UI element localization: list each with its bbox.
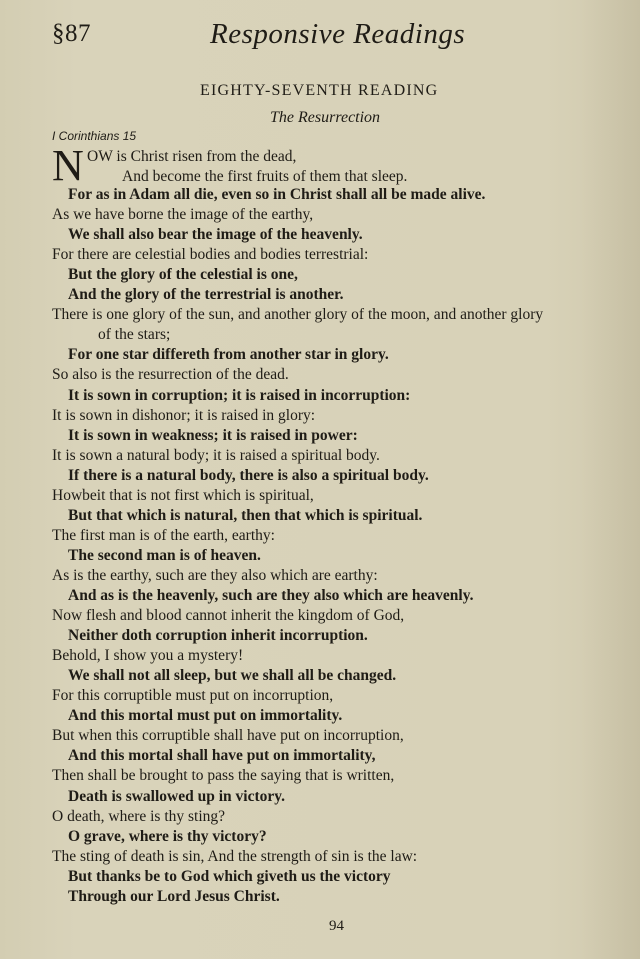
people-response-line: O grave, where is thy victory? <box>68 827 267 845</box>
leader-line: For there are celestial bodies and bodies terrestrial: <box>52 246 369 264</box>
people-response-line: If there is a natural body, there is also a spiritual body. <box>68 466 429 484</box>
opening-line-continuation: And become the first fruits of them that sleep. <box>122 168 408 185</box>
leader-line: But when this corruptible shall have put on incorruption, <box>52 727 404 745</box>
leader-line: As we have borne the image of the earthy, <box>52 206 314 224</box>
people-response-line: It is sown in corruption; it is raised in incorruption: <box>68 386 411 404</box>
people-response-line: And the glory of the terrestrial is another. <box>68 286 344 304</box>
reading-title: EIGHTY-SEVENTH READING <box>200 82 439 99</box>
leader-line: Behold, I show you a mystery! <box>52 647 244 665</box>
leader-line: O death, where is thy sting? <box>52 807 226 825</box>
running-header-title: Responsive Readings <box>210 18 466 50</box>
leader-line: Then shall be brought to pass the saying that is written, <box>52 767 395 785</box>
people-response-line: Through our Lord Jesus Christ. <box>68 887 280 905</box>
leader-line: For this corruptible must put on incorruption, <box>52 687 334 705</box>
people-response-line: But thanks be to God which giveth us the victory <box>68 867 391 885</box>
people-response-line: Death is swallowed up in victory. <box>68 787 286 805</box>
leader-line: So also is the resurrection of the dead. <box>52 366 289 384</box>
people-response-line: And this mortal must put on immortality. <box>68 707 343 725</box>
leader-line: There is one glory of the sun, and another glory of the moon, and another glory <box>52 306 544 324</box>
page-number: 94 <box>329 918 344 934</box>
section-number: §87 <box>52 20 91 47</box>
leader-line: Now flesh and blood cannot inherit the kingdom of God, <box>52 607 405 625</box>
people-response-line: And as is the heavenly, such are they also which are heavenly. <box>68 587 474 604</box>
people-response-line: For one star differeth from another star in glory. <box>68 346 389 364</box>
people-response-line: And this mortal shall have put on immortality, <box>68 747 376 765</box>
leader-line: Howbeit that is not first which is spiritual, <box>52 486 314 504</box>
people-response-line: It is sown in weakness; it is raised in power: <box>68 426 358 444</box>
leader-line: As is the earthy, such are they also which are earthy: <box>52 566 378 584</box>
people-response-line: Neither doth corruption inherit incorruption. <box>68 627 368 645</box>
people-response-line: But that which is natural, then that which is spiritual. <box>68 506 423 524</box>
people-response-line: The second man is of heaven. <box>68 546 261 564</box>
people-response-line: For as in Adam all die, even so in Christ shall all be made alive. <box>68 186 486 203</box>
leader-line: It is sown in dishonor; it is raised in glory: <box>52 406 316 424</box>
reading-subtitle: The Resurrection <box>270 109 381 126</box>
people-response-line: We shall not all sleep, but we shall all be changed. <box>68 667 397 685</box>
drop-cap: N <box>52 141 84 190</box>
opening-line: OW is Christ risen from the dead, <box>87 148 297 165</box>
opening-verse <box>52 141 632 190</box>
leader-line: The sting of death is sin, And the strength of sin is the law: <box>52 847 418 865</box>
people-response-line: But the glory of the celestial is one, <box>68 266 298 284</box>
leader-line: The first man is of the earth, earthy: <box>52 526 275 544</box>
leader-line: It is sown a natural body; it is raised a spiritual body. <box>52 446 380 464</box>
leader-line-continuation: of the stars; <box>98 326 171 344</box>
people-response-line: We shall also bear the image of the heavenly. <box>68 226 363 244</box>
scripture-reference: I Corinthians 15 <box>52 129 137 143</box>
